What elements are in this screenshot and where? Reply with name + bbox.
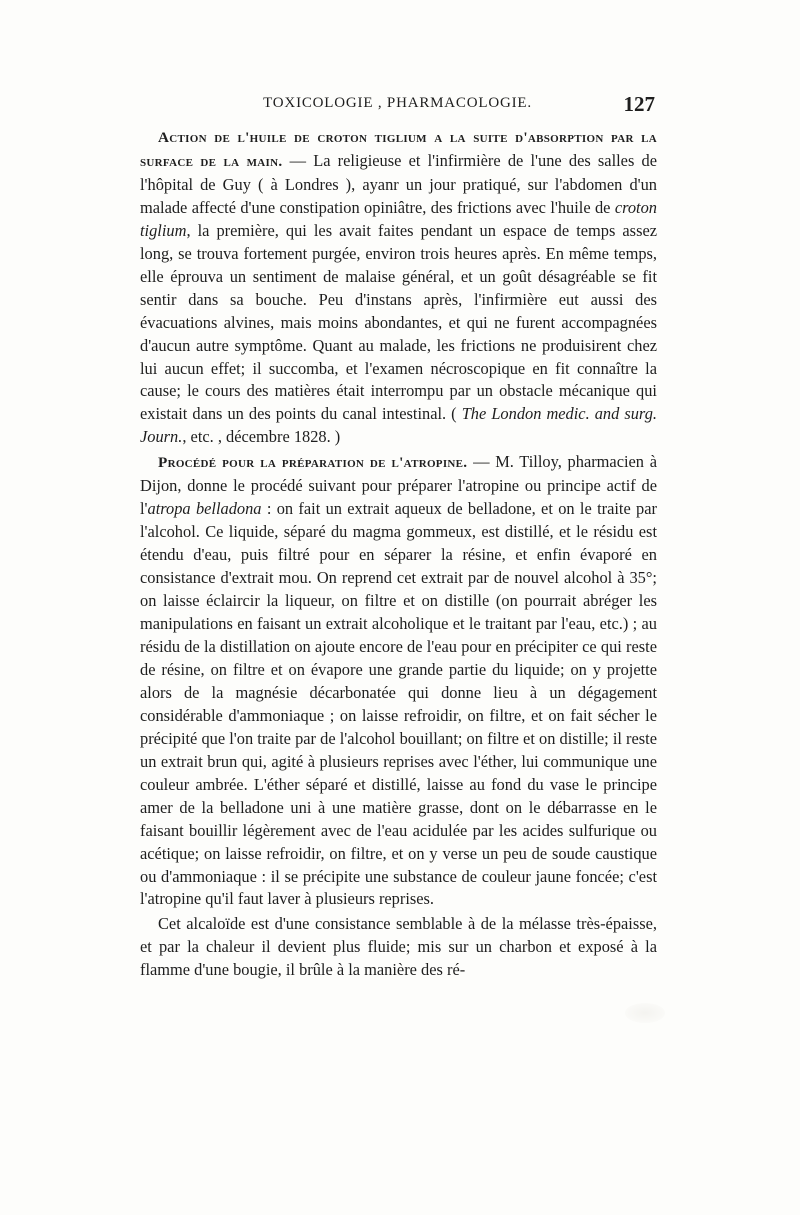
paragraph-text: La religieuse et l'infirmière de l'une des salles de l'hôpital de Guy ( à Londres ), ayanr un jour pratiqué, sur l'abdomen d'un malade affecté d'une constipation opiniâtre, des frictions avec l'huile de (140, 150, 657, 217)
page-number: 127 (623, 92, 655, 116)
section-heading-croton-oil: Action de l'huile de croton tiglium a la suite d'absorption par la surface de la main. (140, 129, 657, 170)
paragraph-text: M. Tilloy, pharmacien à Dijon, donne le procédé suivant pour préparer l'atropine ou principe actif de l' (140, 452, 657, 519)
paragraph-text: : on fait un extrait aqueux de belladone, et on le traite par l'alcohol. Ce liquide, séparé du magma gommeux, est distillé, et le résidu est étendu d'eau, puis filtré pour en séparer la résine, et enfin évaporé en consistance d'extrait mou. On reprend cet extrait par de nouvel alcohol à 35°; on laisse éclaircir la liqueur, on filtre et on distille (on pourrait abréger les manipulations en faisant un extrait alcoholique et le traitant par l'eau, etc.) ; au résidu de la distillation on ajoute encore de l'eau pour en précipiter ce qui reste de résine, on filtre et on évapore une grande partie du liquide; on y projette alors de la magnésie décarbonatée qui donne lieu à un dégagement considérable d'ammoniaque ; on laisse refroidir, on filtre, et on fait sécher le précipité que l'on traite par de l'alcohol bouillant; on filtre et on distille; il reste un extrait brun qui, agité à plusieurs reprises avec l'éther, lui communique une couleur ambrée. L'éther séparé et distillé, laisse au fond du vase le principe amer de la belladone uni à une matière grasse, dont on le débarrasse en le faisant bouillir légèrement avec de l'eau acidulée par les acides sulfurique ou acétique; on laisse refroidir, on filtre, et on y verse un peu de soude caustique ou d'ammoniaque : il se précipite une substance de couleur jaune foncée; c'est l'atropine qu'il faut laver à plusieurs reprises. (140, 499, 657, 909)
italic-term: croton tiglium (140, 197, 657, 240)
heading-dash: — (467, 452, 496, 472)
journal-citation: The London medic. and surg. Journ. (140, 404, 657, 447)
paragraph-atropine (140, 451, 657, 911)
paragraph-alkaloid (140, 913, 657, 982)
section-heading-atropine: Procédé pour la préparation de l'atropine. (158, 454, 468, 472)
paper-stain (625, 1003, 665, 1023)
body-text (140, 126, 657, 982)
page-header (140, 92, 655, 119)
paragraph-croton-oil (140, 126, 657, 449)
paragraph-text: Cet alcaloïde est d'une consistance semblable à de la mélasse très-épaisse, et par la chaleur il devient plus fluide; mis sur un charbon et exposé à la flamme d'une bougie, il brûle à la manière des ré- (140, 914, 657, 980)
citation-date: , etc. , décembre 1828. ) (182, 427, 341, 447)
heading-dash: — (282, 150, 314, 170)
italic-term: atropa belladona (147, 499, 262, 519)
running-title: TOXICOLOGIE , PHARMACOLOGIE. (263, 95, 532, 111)
paragraph-text: , la première, qui les avait faites pendant un espace de temps assez long, se trouva fortement purgée, environ trois heures après. En même temps, elle éprouva un sentiment de malaise général, et un goût désagréable se fit sentir dans sa bouche. Peu d'instans après, l'infirmière eut aussi des évacuations alvines, mais moins abondantes, et qui ne furent accompagnées d'aucun autre symptôme. Quant au malade, les frictions ne produisirent chez lui aucun effet; il succomba, et l'examen nécroscopique en fit connaître la cause; le cours des matières était interrompu par un obstacle mécanique qui existait dans un des points du canal intestinal. ( (140, 220, 657, 424)
